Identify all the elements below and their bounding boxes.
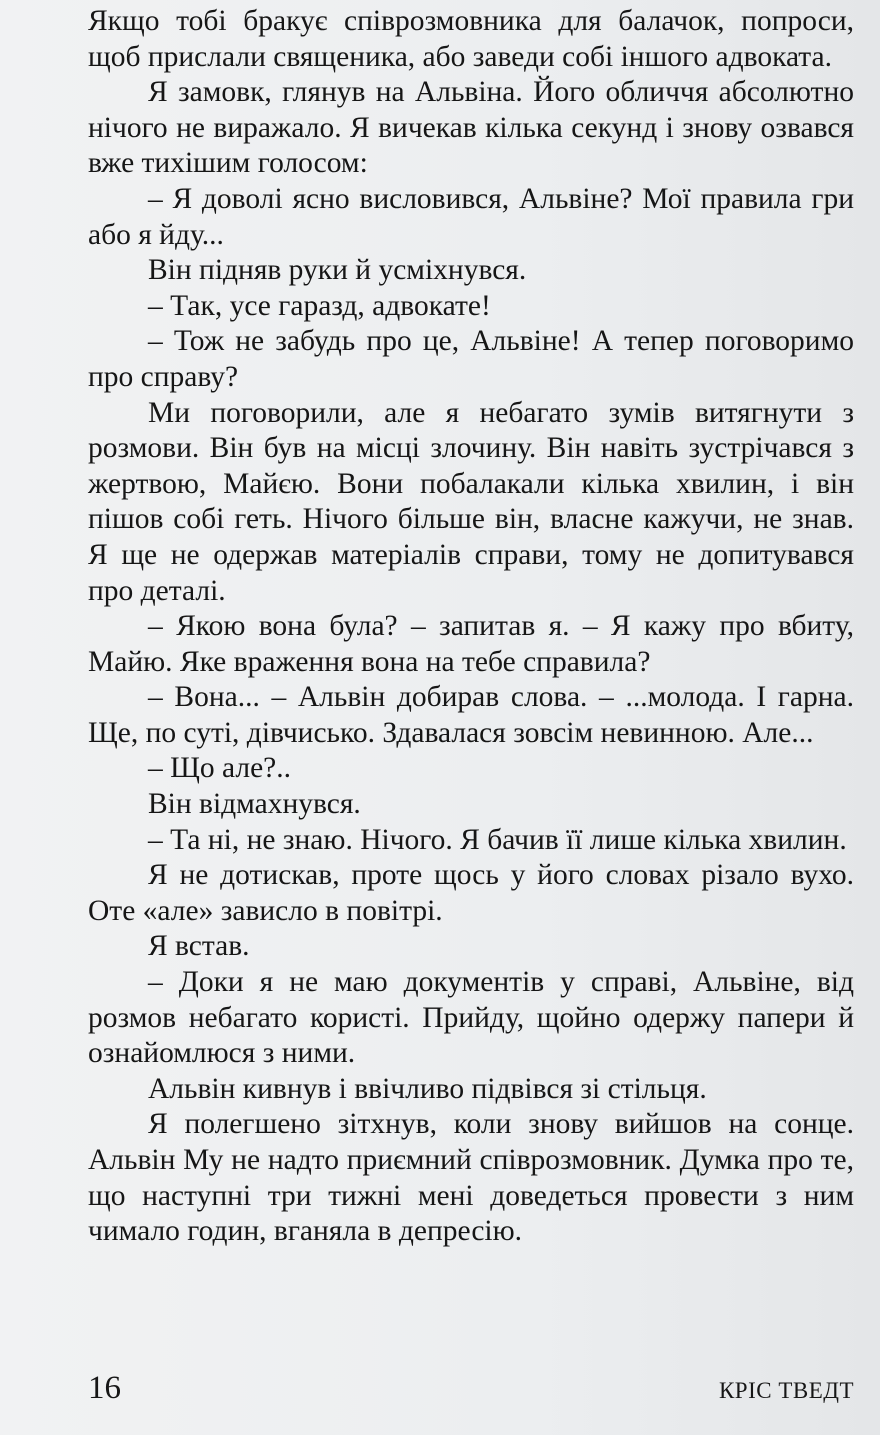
page-number: 16 <box>88 1370 121 1406</box>
paragraph: – Тож не забудь про це, Альвіне! А тепер поговоримо про справу? <box>88 325 854 393</box>
paragraph: – Якою вона була? – запитав я. – Я кажу про вбиту, Майю. Яке враження вона на тебе справила? <box>88 610 854 678</box>
paragraph: Він підняв руки й усміхнувся. <box>148 254 527 287</box>
body-text <box>88 4 854 1250</box>
paragraph: Ми поговорили, але я небагато зумів витягнути з розмови. Він був на місці злочину. Він навіть зустрічався з жертвою, Майєю. Вони побалакали кілька хвилин, і він пішов собі геть. Нічого більше він, власне кажучи, не знав. Я ще не одержав матеріалів справи, тому не допитувався про деталі. <box>88 396 854 607</box>
paragraph: – Я доволі ясно висловився, Альвіне? Мої правила гри або я йду... <box>88 182 854 251</box>
paragraph: Я замовк, глянув на Альвіна. Його обличчя абсолютно нічого не виражало. Я вичекав кілька секунд і знову озвався вже тихішим голосом: <box>88 76 854 180</box>
paragraph: Я встав. <box>148 930 250 963</box>
paragraph: – Вона... – Альвін добирав слова. – ...молода. І гарна. Ще, по суті, дівчисько. Здавалася зовсім невинною. Але... <box>88 681 854 749</box>
paragraph: Я полегшено зітхнув, коли знову вийшов на сонце. Альвін Му не надто приємний співрозмовник. Думка про те, що наступні три тижні мені доведеться провести з ним чимало годин, вганяла в депресію. <box>88 1108 854 1248</box>
paragraph: – Так, усе гаразд, адвокате! <box>148 289 491 322</box>
paragraph: – Та ні, не знаю. Нічого. Я бачив її лише кілька хвилин. <box>148 823 847 856</box>
paragraph: Якщо тобі бракує співрозмовника для балачок, попроси, щоб прислали священика, або заведи собі іншого адвоката. <box>88 5 854 73</box>
paragraph: Я не дотискав, проте щось у його словах різало вухо. Оте «але» зависло в повітрі. <box>88 859 854 927</box>
paragraph: Альвін кивнув і ввічливо підвівся зі стільця. <box>148 1072 707 1105</box>
paragraph: – Що але?.. <box>148 752 292 785</box>
paragraph: Він відмахнувся. <box>148 788 361 821</box>
running-head-author: КРІС ТВЕДТ <box>718 1378 854 1403</box>
page-footer <box>88 1370 854 1407</box>
paragraph: – Доки я не маю документів у справі, Альвіне, від розмов небагато користі. Прийду, щойно одержу папери й ознайомлюся з ними. <box>88 966 854 1070</box>
